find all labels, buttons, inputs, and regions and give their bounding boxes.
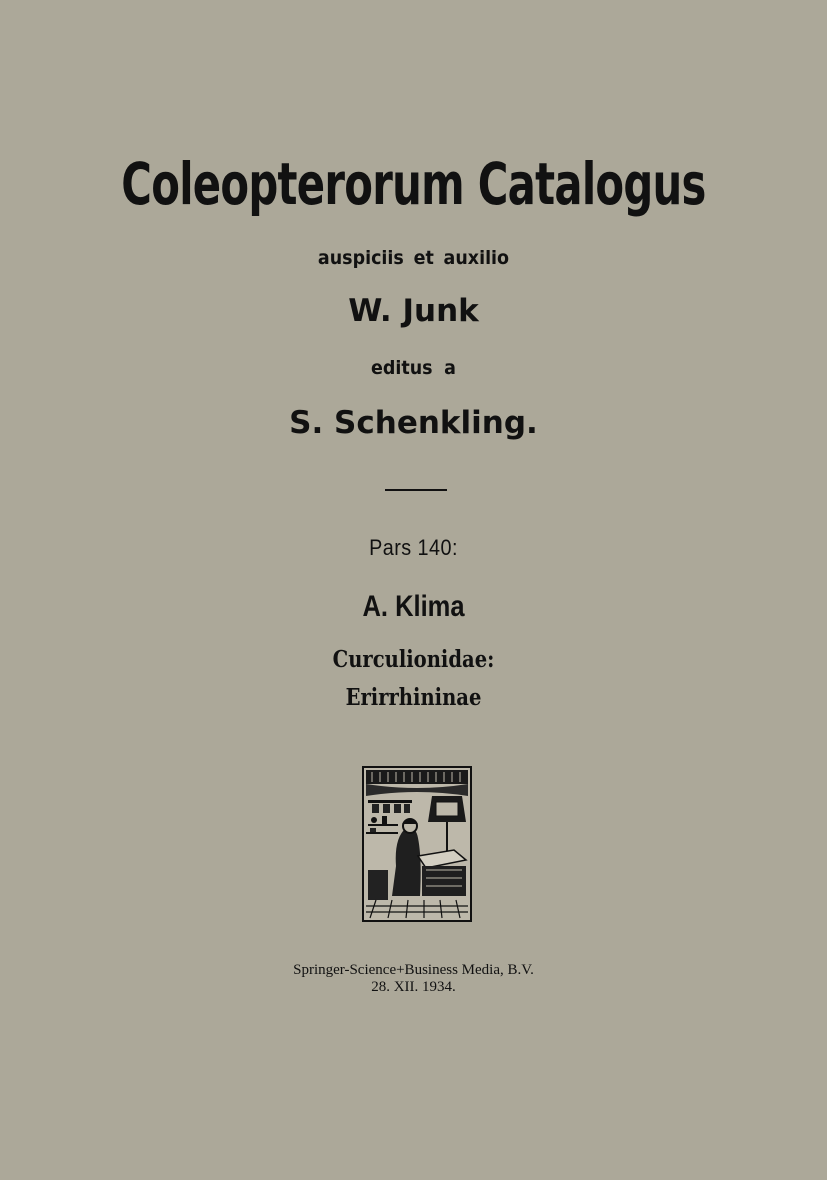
- patron-name: W. Junk: [348, 293, 479, 329]
- woodcut-illustration: [362, 766, 472, 922]
- editor-name: S. Schenkling.: [289, 405, 538, 441]
- part-number: Pars 140:: [369, 535, 458, 560]
- family-name: Curculionidae:: [332, 646, 495, 673]
- book-title: Coleopterorum Catalogus: [121, 150, 706, 218]
- author-name: A. Klima: [362, 590, 465, 623]
- subfamily-name: Erirrhininae: [345, 684, 482, 711]
- auspices-line: auspiciis et auxilio: [317, 247, 510, 269]
- edited-by-line: editus a: [371, 357, 456, 379]
- publisher-name: Springer-Science+Business Media, B.V.: [293, 962, 534, 978]
- divider-rule: [385, 489, 447, 491]
- publication-date: 28. XII. 1934.: [371, 979, 456, 995]
